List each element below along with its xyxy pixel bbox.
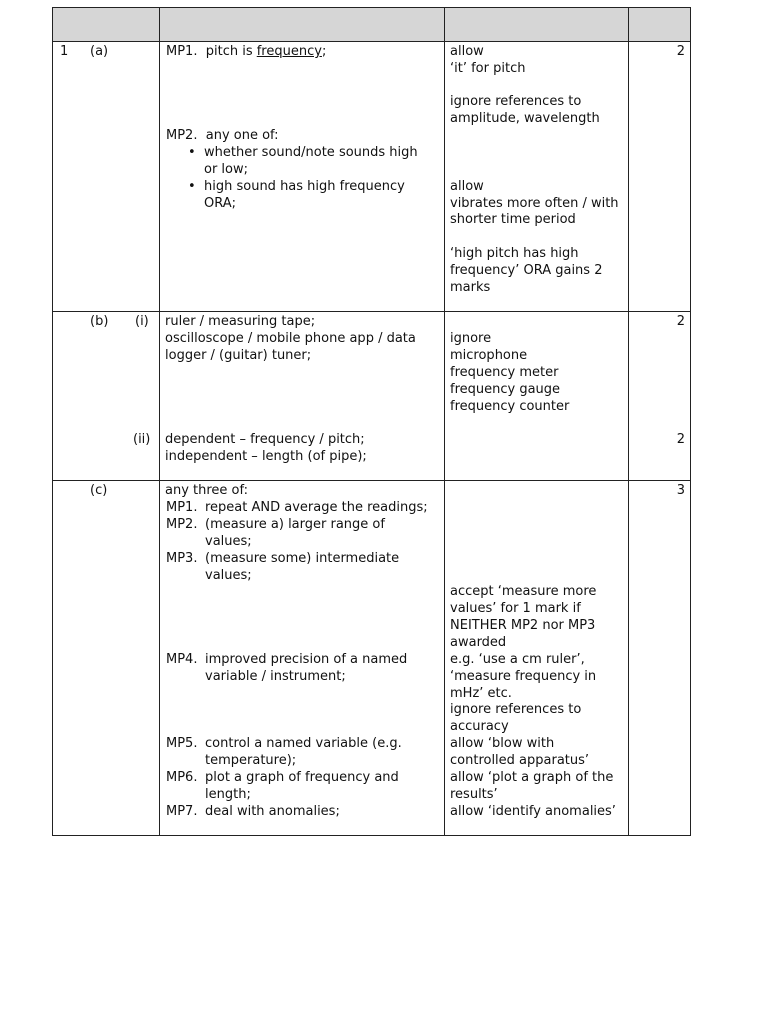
answer-mp5 bbox=[166, 736, 442, 770]
mp1-key-term: frequency bbox=[256, 44, 322, 59]
guidance-line: allow bbox=[450, 179, 484, 194]
part-label-a: (a) bbox=[90, 44, 109, 59]
guidance-line: awarded bbox=[450, 635, 507, 650]
header-guidance-cell bbox=[445, 8, 629, 41]
marks-cell-1c bbox=[629, 481, 690, 835]
question-cell-1c bbox=[53, 481, 160, 835]
mp1-terminator: ; bbox=[321, 44, 327, 59]
mp1-text: pitch is bbox=[205, 44, 257, 59]
guidance-cell-1c bbox=[445, 481, 629, 835]
guidance-line: frequency gauge bbox=[450, 382, 561, 397]
mp5-text: control a named variable (e.g. temperature); bbox=[205, 736, 402, 768]
answer-line: ruler / measuring tape; bbox=[165, 314, 316, 329]
answer-mp1 bbox=[166, 500, 442, 517]
guidance-line: allow ‘identify anomalies’ bbox=[450, 804, 616, 819]
answer-line: oscilloscope / mobile phone app / data bbox=[165, 331, 416, 346]
guidance-line: e.g. ‘use a cm ruler’, bbox=[450, 652, 585, 667]
bullet-icon: • bbox=[188, 179, 196, 194]
answer-mp2 bbox=[166, 128, 279, 145]
guidance-line: allow ‘plot a graph of the bbox=[450, 770, 614, 785]
question-number: 1 bbox=[60, 44, 69, 59]
marks-value: 2 bbox=[676, 432, 685, 447]
guidance-line: accuracy bbox=[450, 719, 509, 734]
table-row-1b bbox=[53, 312, 690, 481]
guidance-line: ‘high pitch has high bbox=[450, 246, 579, 261]
mp3-label: MP3. bbox=[166, 551, 198, 566]
guidance-line: results’ bbox=[450, 787, 498, 802]
guidance-line: ‘measure frequency in bbox=[450, 669, 597, 684]
table-row-1c bbox=[53, 481, 690, 835]
mark-scheme-table bbox=[52, 7, 691, 836]
mp3-text: (measure some) intermediate values; bbox=[205, 551, 400, 583]
answer-mp7 bbox=[166, 804, 442, 821]
guidance-line: amplitude, wavelength bbox=[450, 111, 600, 126]
bullet-icon: • bbox=[188, 145, 196, 160]
bullet-text-2: high sound has high frequency ORA; bbox=[204, 179, 405, 211]
mp7-label: MP7. bbox=[166, 804, 198, 819]
answer-line: independent – length (of pipe); bbox=[165, 449, 367, 464]
mp1-label: MP1. bbox=[166, 44, 198, 59]
guidance-line: values’ for 1 mark if bbox=[450, 601, 581, 616]
guidance-line: frequency meter bbox=[450, 365, 559, 380]
answer-mp1 bbox=[166, 44, 326, 61]
bullet-item-2 bbox=[188, 179, 428, 213]
mp2-text: any one of: bbox=[205, 128, 279, 143]
answer-cell-1c bbox=[160, 481, 445, 835]
mp6-label: MP6. bbox=[166, 770, 198, 785]
guidance-line: allow bbox=[450, 44, 484, 59]
answer-mp4 bbox=[166, 652, 442, 686]
subpart-label-i: (i) bbox=[135, 314, 149, 329]
header-question-cell bbox=[53, 8, 160, 41]
guidance-line: frequency’ ORA gains 2 bbox=[450, 263, 603, 278]
marks-value: 2 bbox=[676, 44, 685, 59]
mp7-text: deal with anomalies; bbox=[205, 804, 340, 819]
marks-cell-1b bbox=[629, 312, 690, 480]
question-cell-1b bbox=[53, 312, 160, 480]
guidance-line: shorter time period bbox=[450, 212, 576, 227]
mp1-label: MP1. bbox=[166, 500, 198, 515]
answer-line: logger / (guitar) tuner; bbox=[165, 348, 312, 363]
answer-mp6 bbox=[166, 770, 442, 804]
guidance-cell-1b bbox=[445, 312, 629, 480]
marks-value: 3 bbox=[676, 483, 685, 498]
header-answer-cell bbox=[160, 8, 445, 41]
marks-value: 2 bbox=[676, 314, 685, 329]
guidance-line: controlled apparatus’ bbox=[450, 753, 590, 768]
part-label-c: (c) bbox=[90, 483, 108, 498]
mp2-label: MP2. bbox=[166, 128, 198, 143]
part-label-b: (b) bbox=[90, 314, 109, 329]
answer-cell-1a bbox=[160, 42, 445, 311]
guidance-line: ignore references to bbox=[450, 702, 582, 717]
guidance-line: NEITHER MP2 nor MP3 bbox=[450, 618, 596, 633]
mp6-text: plot a graph of frequency and length; bbox=[205, 770, 399, 802]
table-header-row bbox=[53, 8, 690, 42]
answer-intro: any three of: bbox=[165, 483, 249, 498]
answer-line: dependent – frequency / pitch; bbox=[165, 432, 365, 447]
guidance-cell-1a bbox=[445, 42, 629, 311]
guidance-line: marks bbox=[450, 280, 491, 295]
mp5-label: MP5. bbox=[166, 736, 198, 751]
guidance-line: ignore bbox=[450, 331, 492, 346]
mp1-text: repeat AND average the readings; bbox=[205, 500, 428, 515]
guidance-line: vibrates more often / with bbox=[450, 196, 619, 211]
guidance-line: mHz’ etc. bbox=[450, 686, 512, 701]
header-marks-cell bbox=[629, 8, 690, 41]
question-cell-1a bbox=[53, 42, 160, 311]
subpart-label-ii: (ii) bbox=[133, 432, 151, 447]
mp4-label: MP4. bbox=[166, 652, 198, 667]
answer-cell-1b bbox=[160, 312, 445, 480]
mp2-label: MP2. bbox=[166, 517, 198, 532]
guidance-line: frequency counter bbox=[450, 399, 570, 414]
mp2-text: (measure a) larger range of values; bbox=[205, 517, 385, 549]
guidance-line: ignore references to bbox=[450, 94, 582, 109]
guidance-line: ‘it’ for pitch bbox=[450, 61, 526, 76]
answer-mp2 bbox=[166, 517, 442, 551]
guidance-line: accept ‘measure more bbox=[450, 584, 597, 599]
guidance-line: microphone bbox=[450, 348, 528, 363]
mp4-text: improved precision of a named variable / instrument; bbox=[205, 652, 408, 684]
guidance-line: allow ‘blow with bbox=[450, 736, 555, 751]
marks-cell-1a bbox=[629, 42, 690, 311]
table-row-1a bbox=[53, 42, 690, 312]
answer-mp3 bbox=[166, 551, 442, 585]
bullet-text-1: whether sound/note sounds high or low; bbox=[204, 145, 418, 177]
bullet-item-1 bbox=[188, 145, 428, 179]
